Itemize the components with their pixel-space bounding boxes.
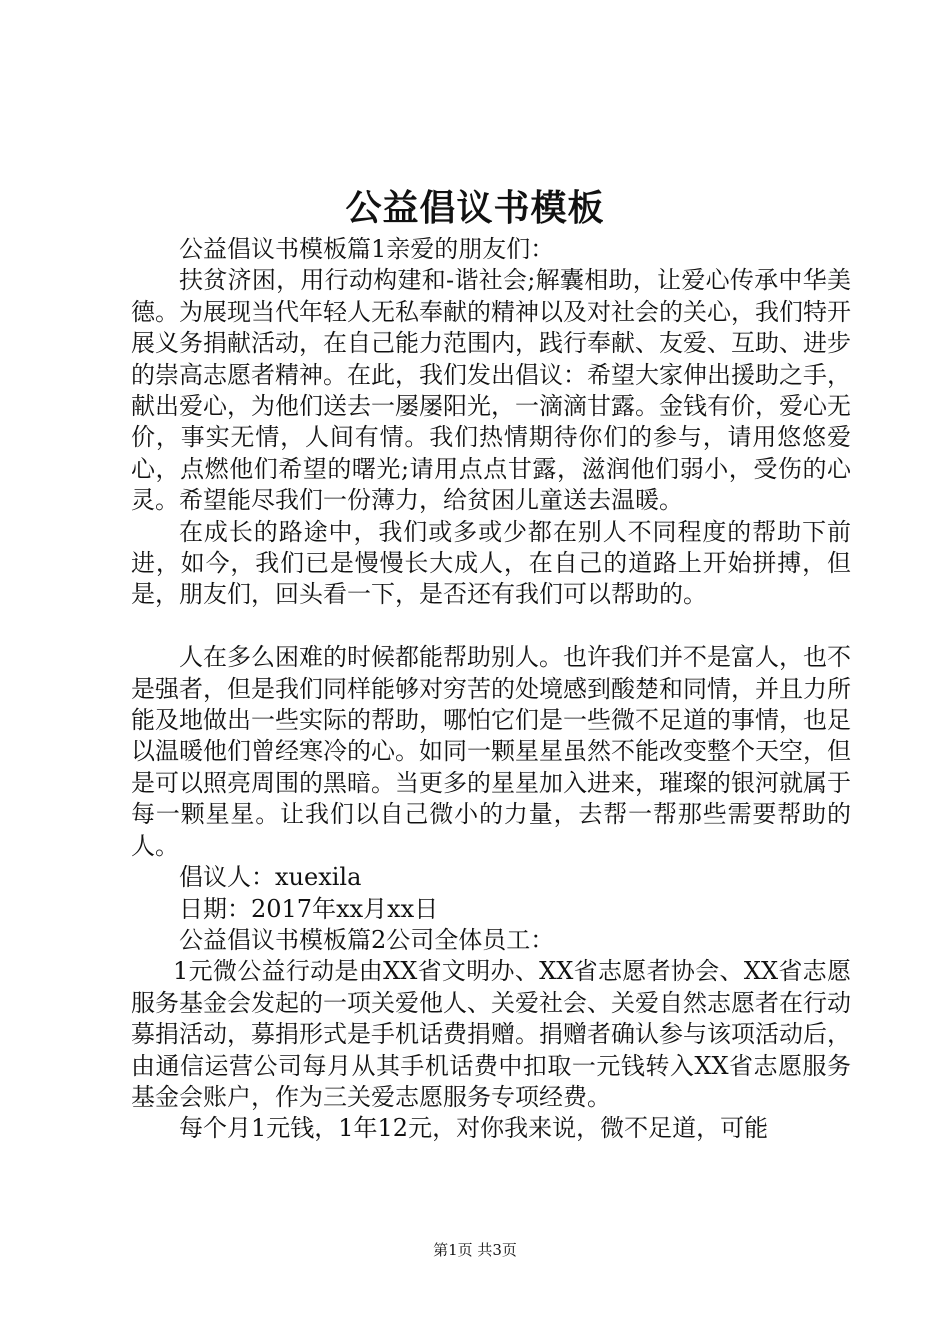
- signature-line: 倡议人：xuexila: [179, 863, 362, 892]
- document-body: [131, 234, 851, 1145]
- section-heading-2: 公益倡议书模板篇2公司全体员工：: [179, 925, 555, 954]
- date-line: 日期：2017年xx月xx日: [179, 894, 439, 923]
- page-title: 公益倡议书模板: [345, 187, 605, 229]
- paragraph-gap: [131, 611, 851, 642]
- body-paragraph: 1元微公益行动是由XX省文明办、XX省志愿者协会、XX省志愿服务基金会发起的一项关爱他人、关爱社会、关爱自然志愿者在行动募捐活动，募捐形式是手机话费捐赠。捐赠者确认参与该项活动后，由通信运营公司每月从其手机话费中扣取一元钱转入XX省志愿服务基金会账户，作为三关爱志愿服务专项经费。: [131, 957, 851, 1111]
- page-number: 第1页 共3页: [433, 1241, 517, 1259]
- body-paragraph: 人在多么困难的时候都能帮助别人。也许我们并不是富人，也不是强者，但是我们同样能够对穷苦的处境感到酸楚和同情，并且力所能及地做出一些实际的帮助，哪怕它们是一些微不足道的事情，也足以温暖他们曾经寒冷的心。如同一颗星星虽然不能改变整个天空，但是可以照亮周围的黑暗。当更多的星星加入进来，璀璨的银河就属于每一颗星星。让我们以自己微小的力量，去帮一帮那些需要帮助的人。: [131, 643, 851, 860]
- body-paragraph: 扶贫济困，用行动构建和-谐社会;解囊相助，让爱心传承中华美德。为展现当代年轻人无私奉献的精神以及对社会的关心，我们特开展义务捐献活动，在自己能力范围内，践行奉献、友爱、互助、进步的崇高志愿者精神。在此，我们发出倡议：希望大家伸出援助之手，献出爱心，为他们送去一屡屡阳光，一滴滴甘露。金钱有价，爱心无价，事实无情，人间有情。我们热情期待你们的参与，请用悠悠爱心，点燃他们希望的曙光;请用点点甘露，滋润他们弱小，受伤的心灵。希望能尽我们一份薄力，给贫困儿童送去温暖。: [131, 266, 851, 515]
- section-heading-1: 公益倡议书模板篇1亲爱的朋友们：: [179, 235, 555, 263]
- body-paragraph: 在成长的路途中，我们或多或少都在别人不同程度的帮助下前进，如今，我们已是慢慢长大成人，在自己的道路上开始拼搏，但是，朋友们，回头看一下，是否还有我们可以帮助的。: [131, 517, 851, 609]
- body-paragraph: 每个月1元钱，1年12元，对你我来说，微不足道，可能: [179, 1114, 769, 1143]
